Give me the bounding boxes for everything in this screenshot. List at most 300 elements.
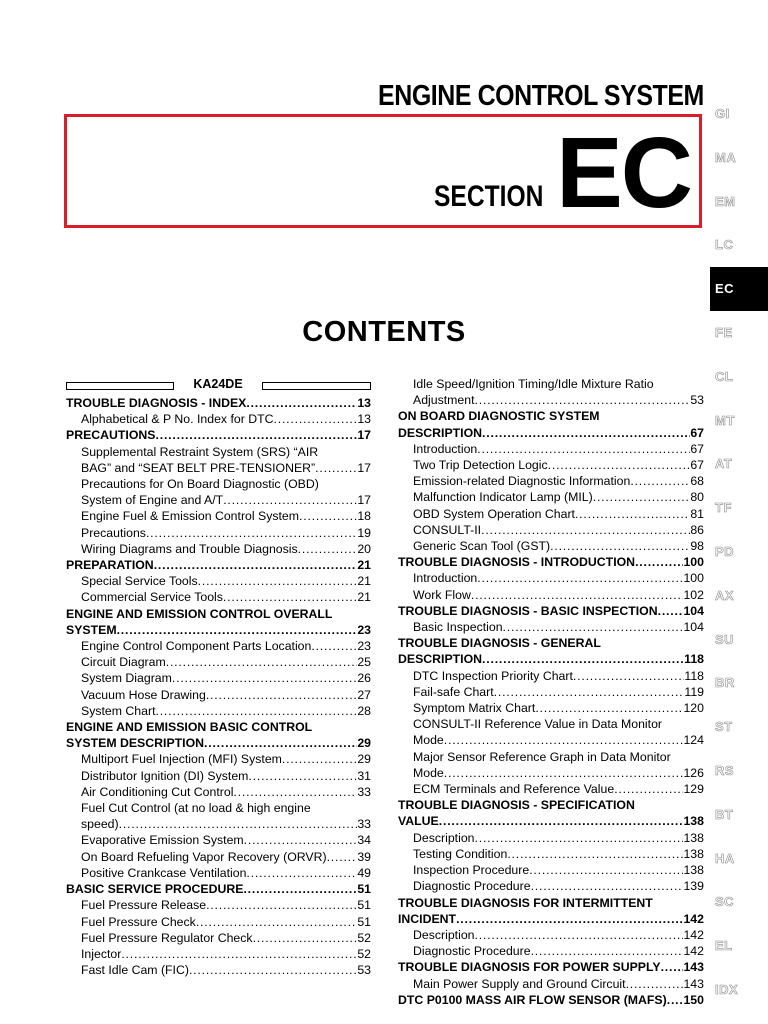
toc-entry-label: CONSULT-II [413,522,482,537]
toc-line [413,538,704,554]
toc-entry-label: Introduction [413,571,478,586]
toc-page-number: 17 [357,460,371,475]
toc-leader-dots [471,587,684,603]
toc-leader-dots [298,541,358,557]
toc-leader-dots [204,735,357,751]
toc-page-number: 68 [690,474,704,489]
toc-entry[interactable] [66,800,371,832]
toc-entry[interactable] [398,408,704,440]
toc-line [66,557,371,573]
toc-page-number: 104 [683,603,704,618]
toc-line [81,687,371,703]
toc-entry[interactable] [66,751,371,767]
toc-entry-label: Fail-safe Chart [413,684,494,699]
toc-entry-label: Precautions [81,525,146,540]
toc-leader-dots [444,732,684,748]
toc-entry[interactable] [398,554,704,570]
toc-entry[interactable] [398,846,704,862]
toc-entry[interactable] [398,668,704,684]
toc-page-number: 18 [357,509,371,524]
toc-entry-label: Engine Fuel & Emission Control System [81,509,300,524]
toc-leader-dots [482,425,690,441]
toc-line [398,408,704,424]
toc-line [81,589,371,605]
toc-leader-dots [630,473,690,489]
toc-right-column [398,376,704,1008]
model-rule-left [66,382,174,390]
contents-heading: CONTENTS [302,316,466,348]
toc-entry[interactable] [66,849,371,865]
toc-entry-label: DTC P0100 MASS AIR FLOW SENSOR (MAFS) [398,992,667,1007]
toc-entry[interactable] [398,862,704,878]
toc-entry-label: OBD System Operation Chart [413,506,575,521]
toc-entry-label: BAG” and “SEAT BELT PRE-TENSIONER” [81,460,316,475]
toc-leader-dots [481,522,690,538]
toc-line [81,525,371,541]
toc-entry-label: Malfunction Indicator Lamp (MIL) [413,490,593,505]
toc-entry[interactable] [66,719,371,751]
toc-line [81,784,371,800]
toc-line [413,619,704,635]
toc-line [413,489,704,505]
toc-entry-label: Fast Idle Cam (FIC) [81,963,189,978]
toc-entry[interactable] [398,457,704,473]
toc-line [81,865,371,881]
toc-page-number: 138 [683,814,704,829]
toc-leader-dots [223,492,357,508]
toc-page-number: 51 [357,882,371,897]
toc-page-number: 67 [690,425,704,440]
toc-line [398,911,704,927]
toc-page-number: 86 [690,522,704,537]
toc-leader-dots [189,962,357,978]
toc-line [398,813,704,829]
toc-entry[interactable] [66,557,371,573]
toc-entry[interactable] [66,395,371,411]
toc-line [66,395,371,411]
section-tab-fe[interactable]: FE [715,324,733,340]
toc-line [413,441,704,457]
toc-page-number: 138 [683,830,704,845]
toc-page-number: 124 [683,733,704,748]
toc-entry-label: DTC Inspection Priority Chart [413,668,573,683]
toc-leader-dots [503,619,684,635]
toc-line [413,749,704,765]
toc-line [413,781,704,797]
toc-entry[interactable] [398,522,704,538]
toc-line [413,846,704,862]
toc-entry[interactable] [66,444,371,476]
toc-line [413,587,704,603]
toc-entry-label: Fuel Cut Control (at no load & high engine [81,801,311,816]
toc-line [81,751,371,767]
toc-line [413,716,704,732]
toc-entry[interactable] [398,570,704,586]
toc-page-number: 118 [684,652,704,667]
toc-line [81,768,371,784]
toc-page-number: 27 [357,687,371,702]
toc-leader-dots [166,654,358,670]
toc-entry[interactable] [398,976,704,992]
toc-entry[interactable] [398,716,704,748]
section-tab-pd[interactable]: PD [715,543,735,559]
toc-line [413,376,704,392]
toc-page-number: 143 [683,976,704,991]
section-tab-lc[interactable]: LC [715,237,734,253]
toc-entry[interactable] [398,797,704,829]
toc-leader-dots [475,392,691,408]
toc-entry-label: Distributor Ignition (DI) System [81,768,249,783]
section-word: SECTION [433,180,543,213]
toc-entry[interactable] [66,638,371,654]
section-tab-su[interactable]: SU [715,631,735,647]
toc-entry-label: ON BOARD DIAGNOSTIC SYSTEM [398,409,600,424]
toc-line [413,878,704,894]
toc-line [81,460,371,476]
toc-entry-label: speed) [81,817,119,832]
toc-leader-dots [282,751,357,767]
toc-entry[interactable] [398,489,704,505]
toc-entry[interactable] [398,603,704,619]
section-header-box [64,114,702,228]
toc-entry[interactable] [66,897,371,913]
toc-leader-dots [535,700,683,716]
toc-entry-label: SYSTEM [66,622,117,637]
toc-entry-label: Mode [413,765,444,780]
toc-entry[interactable] [66,914,371,930]
toc-line [398,603,704,619]
toc-entry[interactable] [398,587,704,603]
toc-line [398,895,704,911]
toc-line [81,573,371,589]
section-tab-ma[interactable]: MA [715,149,737,165]
toc-entry-label: Testing Condition [413,846,508,861]
toc-entry[interactable] [398,959,704,975]
toc-leader-dots [155,703,357,719]
toc-page-number: 142 [683,927,704,942]
toc-leader-dots [482,651,684,667]
toc-page-number: 126 [683,765,704,780]
toc-page-number: 102 [683,587,704,602]
model-heading [66,376,371,393]
toc-entry[interactable] [398,619,704,635]
toc-line [398,959,704,975]
toc-leader-dots [243,881,357,897]
toc-entry[interactable] [66,768,371,784]
toc-line [81,703,371,719]
toc-entry-label: Introduction [413,441,478,456]
toc-entry[interactable] [398,635,704,667]
toc-page-number: 21 [357,574,371,589]
toc-leader-dots [475,927,684,943]
section-tab-ha[interactable]: HA [715,850,735,866]
section-tab-rs[interactable]: RS [715,762,735,778]
toc-entry[interactable] [398,830,704,846]
section-tab-ax[interactable]: AX [715,587,735,603]
toc-entry[interactable] [66,703,371,719]
toc-page-number: 29 [357,736,371,751]
toc-entry-label: Main Power Supply and Ground Circuit [413,976,626,991]
toc-page-number: 138 [683,846,704,861]
toc-entry-label: TROUBLE DIAGNOSIS - INDEX [66,396,247,410]
toc-entry[interactable] [66,427,371,443]
toc-page-number: 53 [357,963,371,978]
toc-entry-label: Two Trip Detection Logic [413,458,548,473]
toc-leader-dots [198,573,358,589]
toc-line [66,622,371,638]
toc-page-number: 19 [357,525,371,540]
toc-page-number: 28 [357,703,371,718]
toc-page-number: 100 [683,555,704,570]
toc-line [413,830,704,846]
toc-entry-label: PREPARATION [66,558,154,573]
toc-line [81,541,371,557]
toc-entry[interactable] [66,525,371,541]
toc-leader-dots [635,554,683,570]
toc-entry[interactable] [66,946,371,962]
toc-entry[interactable] [398,441,704,457]
toc-line [66,427,371,443]
toc-page-number: 53 [690,393,704,408]
toc-line [81,849,371,865]
toc-line [398,425,704,441]
toc-entry[interactable] [398,473,704,489]
section-tab-at[interactable]: AT [715,456,733,472]
toc-entry[interactable] [398,781,704,797]
toc-leader-dots [253,930,358,946]
toc-page-number: 25 [357,655,371,670]
toc-line [413,700,704,716]
toc-leader-dots [311,638,357,654]
toc-line [81,638,371,654]
toc-leader-dots [327,849,358,865]
toc-entry-label: System Diagram [81,671,172,686]
toc-entry-label: BASIC SERVICE PROCEDURE [66,882,244,897]
toc-page-number: 129 [683,782,704,797]
toc-line [413,522,704,538]
section-tab-el[interactable]: EL [715,938,733,954]
toc-entry[interactable] [66,832,371,848]
toc-page-number: 98 [690,539,704,554]
toc-line [413,392,704,408]
toc-entry-label: Precautions for On Board Diagnostic (OBD) [81,477,319,492]
toc-entry[interactable] [398,943,704,959]
toc-entry-label: Air Conditioning Cut Control [81,784,234,799]
model-rule-right [262,382,371,390]
section-tab-mt[interactable]: MT [715,412,735,428]
toc-leader-dots [233,784,357,800]
toc-leader-dots [626,976,684,992]
toc-leader-dots [661,959,684,975]
toc-line [81,444,371,460]
toc-entry-label: Evaporative Emission System [81,833,244,848]
section-tab-st[interactable]: ST [715,719,733,735]
toc-leader-dots [119,816,358,832]
toc-page-number: 67 [690,441,704,456]
toc-entry[interactable] [66,573,371,589]
toc-page-number: 104 [683,620,704,635]
toc-entry[interactable] [398,927,704,943]
toc-page-number: 29 [357,752,371,767]
toc-entry-label: ENGINE AND EMISSION BASIC CONTROL [66,720,313,735]
toc-leader-dots [550,538,690,554]
toc-entry-label: Idle Speed/Ignition Timing/Idle Mixture Ratio [413,377,654,391]
section-tab-ec[interactable]: EC [710,267,768,311]
toc-entry[interactable] [66,476,371,508]
toc-line [81,946,371,962]
toc-line [81,476,371,492]
section-tab-br[interactable]: BR [715,675,735,691]
toc-entry[interactable] [66,930,371,946]
toc-entry-label: Generic Scan Tool (GST) [413,539,551,554]
toc-entry[interactable] [66,654,371,670]
toc-page-number: 119 [684,684,704,699]
toc-entry[interactable] [398,878,704,894]
toc-page-number: 150 [683,992,704,1007]
toc-entry[interactable] [398,895,704,927]
section-tab-cl[interactable]: CL [715,368,734,384]
toc-line [81,492,371,508]
toc-leader-dots [223,589,357,605]
toc-leader-dots [444,765,684,781]
toc-leader-dots [494,684,685,700]
toc-entry[interactable] [398,749,704,781]
toc-entry[interactable] [66,962,371,978]
toc-entry[interactable] [398,538,704,554]
toc-entry[interactable] [66,881,371,897]
toc-page-number: 52 [357,946,371,961]
toc-line [81,670,371,686]
toc-page-number: 20 [357,541,371,556]
toc-leader-dots [146,525,357,541]
section-tab-tf[interactable]: TF [715,500,732,516]
toc-line [398,797,704,813]
toc-entry-label: Basic Inspection [413,620,503,635]
toc-entry-label: PRECAUTIONS [66,428,156,443]
section-code: EC [556,117,691,229]
toc-page-number: 142 [683,911,704,926]
toc-line [66,735,371,751]
toc-entry-label: Work Flow [413,587,471,602]
section-tab-gi[interactable]: GI [715,106,730,121]
toc-entry[interactable] [66,541,371,557]
toc-page-number: 52 [357,930,371,945]
toc-line [413,457,704,473]
toc-leader-dots [529,862,683,878]
toc-leader-dots [548,457,691,473]
toc-line [413,732,704,748]
section-tab-em[interactable]: EM [715,193,736,209]
toc-entry[interactable] [398,700,704,716]
toc-page-number: 21 [357,558,371,573]
toc-line [66,606,371,622]
toc-leader-dots [244,832,358,848]
toc-leader-dots [206,687,357,703]
toc-page-number: 81 [690,506,704,521]
toc-entry-label: Vacuum Hose Drawing [81,687,206,702]
toc-page-number: 39 [357,849,371,864]
toc-leader-dots [196,914,357,930]
toc-entry-label: SYSTEM DESCRIPTION [66,736,205,751]
toc-entry-label: TROUBLE DIAGNOSIS - SPECIFICATION [398,798,635,813]
toc-page-number: 143 [683,960,704,975]
toc-line [398,635,704,651]
toc-page-number: 80 [690,490,704,505]
toc-leader-dots [246,395,357,411]
toc-leader-dots [156,427,358,443]
toc-entry-label: INCIDENT [398,911,457,926]
toc-page-number: 138 [683,863,704,878]
toc-entry-label: Fuel Pressure Check [81,914,196,929]
toc-line [413,976,704,992]
toc-entry-label: Commercial Service Tools [81,590,223,605]
toc-page-number: 139 [683,879,704,894]
toc-entry-label: TROUBLE DIAGNOSIS - GENERAL [398,636,601,651]
section-tab-bt[interactable]: BT [715,806,734,822]
toc-entry[interactable] [398,684,704,700]
toc-line [81,832,371,848]
section-tab-idx[interactable]: IDX [715,981,739,997]
toc-page-number: 51 [357,898,371,913]
toc-line [398,992,704,1008]
toc-entry-label: Major Sensor Reference Graph in Data Monitor [413,749,671,764]
toc-entry[interactable] [66,411,371,427]
toc-leader-dots [456,911,683,927]
toc-line [398,651,704,667]
toc-entry[interactable] [398,992,704,1008]
toc-leader-dots [531,878,684,894]
section-tabs [710,92,768,1012]
toc-leader-dots [477,570,683,586]
toc-entry[interactable] [66,606,371,638]
toc-line [81,800,371,816]
toc-entry-label: Description [413,927,475,942]
toc-leader-dots [315,460,357,476]
toc-entry-label: Inspection Procedure [413,863,530,878]
toc-entry[interactable] [66,784,371,800]
toc-entry[interactable] [66,589,371,605]
section-tab-sc[interactable]: SC [715,894,735,910]
toc-page-number: 23 [357,639,371,654]
toc-leader-dots [439,813,684,829]
toc-entry-label: TROUBLE DIAGNOSIS - BASIC INSPECTION [398,603,658,618]
toc-entry-label: System Chart [81,703,156,718]
toc-entry-label: DESCRIPTION [398,425,483,440]
toc-entry-label: ENGINE AND EMISSION CONTROL OVERALL [66,606,333,621]
toc-entry-label: System of Engine and A/T [81,493,224,508]
toc-entry-label: Description [413,830,475,845]
toc-entry-label: Diagnostic Procedure [413,879,531,894]
toc-leader-dots [121,946,357,962]
toc-entry[interactable] [66,508,371,524]
document-title: ENGINE CONTROL SYSTEM [378,80,704,112]
toc-entry-label: Special Service Tools [81,574,198,589]
toc-entry-label: DESCRIPTION [398,652,483,667]
toc-leader-dots [246,865,357,881]
toc-entry-label: TROUBLE DIAGNOSIS - INTRODUCTION [398,555,636,570]
toc-entry[interactable] [398,506,704,522]
toc-page-number: 17 [357,493,371,508]
toc-line [413,506,704,522]
toc-entry[interactable] [66,687,371,703]
toc-entry[interactable] [66,670,371,686]
toc-left-column [66,376,371,978]
toc-page-number: 100 [683,571,704,586]
toc-page-number: 142 [683,944,704,959]
toc-entry[interactable] [66,865,371,881]
toc-entry-label: Diagnostic Procedure [413,944,531,959]
toc-entry[interactable] [398,376,704,408]
